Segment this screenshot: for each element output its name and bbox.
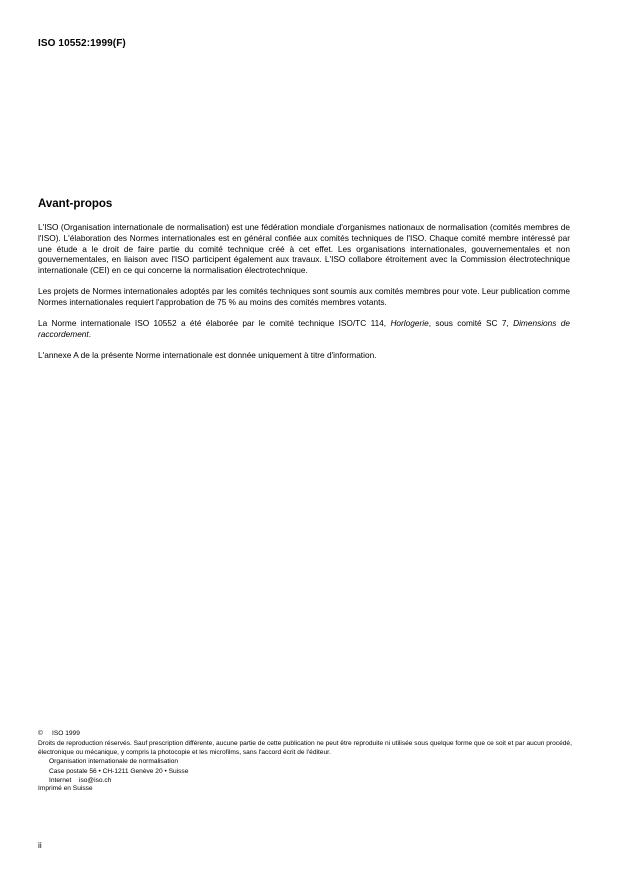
rights-notice: Droits de reproduction réservés. Sauf prescription différente, aucune partie de cette publication ne peut être reproduite ni utilisée sous quelque forme que ce soit et par aucun procédé, électronique ou mécanique, y compris la photocopie et les microfilms, sans l'accord écrit de l'éditeur. [38,740,572,756]
committee-name: Horlogerie [390,317,429,328]
foreword-paragraph-annex: L'annexe A de la présente Norme internationale est donnée uniquement à titre d'information. [38,349,377,360]
page-number: ii [38,840,42,850]
copyright-footer [38,730,578,794]
committee-text-middle: , sous comité SC 7, [428,317,514,328]
organisation-address: Case postale 56 • CH-1211 Genève 20 • Suisse [49,767,189,775]
copyright-icon: © [38,730,43,737]
foreword-body [38,222,570,361]
document-identifier: ISO 10552:1999(F) [38,38,126,49]
copyright-text: ISO 1999 [52,730,80,737]
committee-text-suffix: . [88,328,92,339]
organisation-name: Organisation internationale de normalisation [49,758,179,766]
foreword-paragraph-iso: L'ISO (Organisation internationale de normalisation) est une fédération mondiale d'organismes nationaux de normalisation (comités membres de l'ISO). L'élaboration des Normes internationales est en général confiée aux comités techniques de l'ISO. Chaque comité membre intéressé par une étude a le droit de faire partie du comité technique créé à cet effet. Les organisations internationales, gouvernementales et non gouvernementales, en liaison avec l'ISO participent également aux travaux. L'ISO collabore étroitement avec la Commission électrotechnique internationale (CEI) en ce qui concerne la normalisation électrotechnique. [38,222,570,276]
internet-email: iso@iso.ch [79,777,112,785]
internet-label: Internet [49,777,72,785]
internet-contact [38,777,578,785]
committee-text-prefix: La Norme internationale ISO 10552 a été élaborée par le comité technique ISO/TC 114, [38,317,391,328]
subcommittee-name: Dimensions de raccordement [38,317,570,339]
copyright-line [38,730,578,738]
foreword-paragraph-voting: Les projets de Normes internationales adoptés par les comités techniques sont soumis aux comités membres pour vote. Leur publication comme Normes internationales requiert l'approbation de 75 % au moins des comités membres votants. [38,286,570,307]
foreword-paragraph-committee [38,318,570,340]
foreword-heading: Avant-propos [38,198,113,210]
printed-in: Imprimé en Suisse [38,785,93,793]
